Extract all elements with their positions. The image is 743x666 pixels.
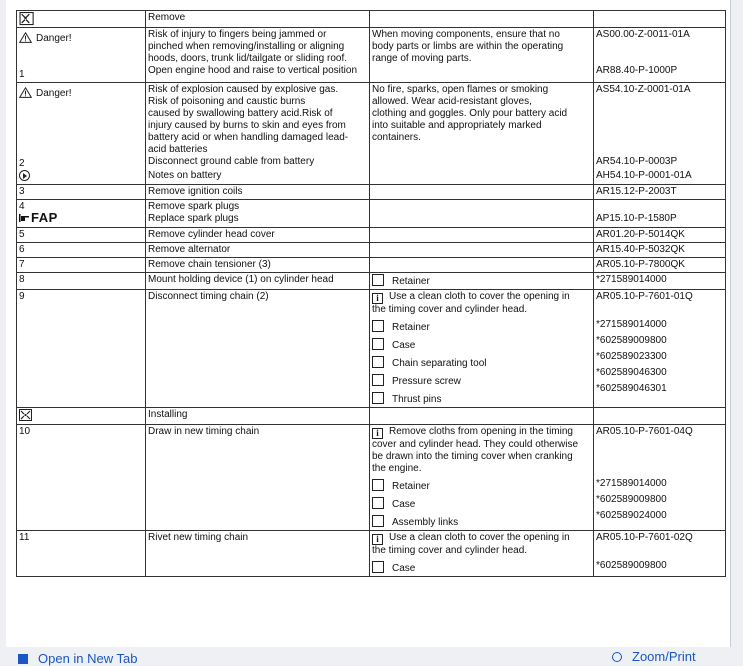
zoom-icon [612, 652, 622, 662]
section-label: Installing [146, 408, 370, 425]
tool-name: Thrust pins [392, 394, 442, 405]
tool-number: *602589009800 [596, 494, 667, 505]
step-text: Remove chain tensioner (3) [146, 258, 370, 273]
safety-text: range of moving parts. [372, 53, 472, 64]
table-row [17, 228, 726, 243]
tool-number: *271589014000 [594, 273, 726, 290]
tool-name: Retainer [392, 481, 430, 492]
doc-ref: AR15.40-P-5032QK [594, 243, 726, 258]
step-text: Remove cylinder head cover [146, 228, 370, 243]
step-number: 2 [19, 158, 25, 169]
tool-name: Retainer [392, 276, 430, 287]
risk-text: injury caused by burns to skin and eyes from [148, 120, 346, 131]
doc-ref: AR05.10-P-7601-02Q [596, 532, 693, 543]
new-tab-icon [18, 654, 28, 664]
table-row [17, 531, 726, 577]
info-text: the timing cover and cylinder head. [372, 545, 528, 556]
step-number: 1 [19, 69, 25, 80]
risk-text: battery acid or when handling damaged lead- [148, 132, 349, 143]
safety-text: clothing and goggles. Only pour battery acid [372, 108, 568, 119]
note-icon [19, 170, 30, 181]
step-number: 7 [17, 258, 146, 273]
special-tool-icon [372, 338, 384, 350]
info-text: the timing cover and cylinder head. [372, 304, 528, 315]
safety-text: No fire, sparks, open flames or smoking [372, 84, 549, 95]
info-icon: i [372, 534, 383, 545]
step-number: 8 [17, 273, 146, 290]
tool-name: Pressure screw [392, 376, 461, 387]
step-text: Remove ignition coils [146, 185, 370, 200]
step-number: 5 [17, 228, 146, 243]
doc-ref: AR05.10-P-7601-04Q [596, 426, 693, 437]
table-row [17, 185, 726, 200]
hand-pointer-icon [19, 213, 31, 223]
special-tool-icon [372, 497, 384, 509]
tool-number: *271589014000 [596, 478, 667, 489]
tool-name: Case [392, 563, 416, 574]
special-tool-icon [372, 392, 384, 404]
tool-number: *602589009800 [596, 335, 667, 346]
step-text: Remove alternator [146, 243, 370, 258]
doc-ref: AP15.10-P-1580P [596, 213, 677, 224]
risk-text: hoods, doors, trunk lid/tailgate or sliding roof. [148, 53, 347, 64]
tool-name: Case [392, 340, 416, 351]
tool-number: *602589023300 [596, 351, 667, 362]
step-number: 11 [17, 531, 146, 577]
doc-ref: AS54.10-Z-0001-01A [596, 84, 691, 95]
risk-text: Risk of injury to fingers being jammed or [148, 29, 327, 40]
document-page [6, 0, 731, 647]
step-text: Disconnect timing chain (2) [146, 290, 370, 408]
risk-text: Risk of explosion caused by explosive gas. [148, 84, 339, 95]
danger-label: Danger! [36, 33, 72, 44]
warning-icon [19, 87, 32, 98]
open-in-new-tab-label: Open in New Tab [38, 651, 138, 666]
table-row [17, 200, 726, 228]
table-row [17, 28, 726, 83]
special-tool-icon [372, 515, 384, 527]
tool-name: Case [392, 499, 416, 510]
special-tool-icon [372, 561, 384, 573]
doc-ref: AR88.40-P-1000P [596, 65, 678, 76]
table-row [17, 408, 726, 425]
step-number: 3 [17, 185, 146, 200]
table-row [17, 425, 726, 531]
zoom-print-link[interactable] [612, 649, 696, 664]
info-text: cover and cylinder head. They could otherwise [372, 439, 579, 450]
doc-ref: AR54.10-P-0003P [596, 156, 678, 167]
step-text: Draw in new timing chain [146, 425, 370, 531]
safety-text: body parts or limbs are within the operating [372, 41, 564, 52]
remove-icon [19, 12, 32, 24]
zoom-print-label: Zoom/Print [632, 649, 696, 664]
safety-text: When moving components, ensure that no [372, 29, 560, 40]
warning-icon [19, 32, 32, 43]
info-icon: i [372, 428, 383, 439]
safety-text: allowed. Wear acid-resistant gloves, [372, 96, 532, 107]
table-row [17, 243, 726, 258]
info-text: the engine. [372, 463, 422, 474]
doc-ref: AH54.10-P-0001-01A [596, 170, 692, 181]
step-text: Disconnect ground cable from battery [148, 156, 315, 167]
doc-ref: AR15.12-P-2003T [594, 185, 726, 200]
note-text: Notes on battery [148, 170, 222, 181]
tool-number: *602589046301 [596, 383, 667, 394]
table-row [17, 273, 726, 290]
step-text: Remove [148, 12, 186, 23]
table-row [17, 83, 726, 185]
special-tool-icon [372, 274, 384, 286]
step-text: Rivet new timing chain [146, 531, 370, 577]
install-icon [19, 409, 32, 421]
bottom-toolbar [0, 647, 743, 666]
info-text: be drawn into the timing cover when cranking [372, 451, 573, 462]
tool-name: Retainer [392, 322, 430, 333]
doc-ref: AS00.00-Z-0011-01A [596, 29, 690, 40]
safety-text: containers. [372, 132, 421, 143]
doc-ref: AR05.10-P-7601-01Q [596, 291, 693, 302]
risk-text: caused by swallowing battery acid.Risk of [148, 108, 333, 119]
tool-name: Chain separating tool [392, 358, 487, 369]
special-tool-icon [372, 320, 384, 332]
open-in-new-tab-link[interactable] [18, 651, 138, 666]
table-row [17, 11, 726, 28]
step-text: Mount holding device (1) on cylinder head [146, 273, 370, 290]
table-row [17, 258, 726, 273]
info-text: Remove cloths from opening in the timing [389, 426, 573, 437]
info-text: Use a clean cloth to cover the opening in [389, 291, 570, 302]
danger-label: Danger! [36, 88, 72, 99]
step-number: 10 [17, 425, 146, 531]
special-tool-icon [372, 479, 384, 491]
tool-number: *602589009800 [596, 560, 667, 571]
step-text: Open engine hood and raise to vertical position [148, 65, 358, 76]
info-text: Use a clean cloth to cover the opening in [389, 532, 570, 543]
tool-number: *602589046300 [596, 367, 667, 378]
procedure-table [16, 10, 726, 577]
step-number: 6 [17, 243, 146, 258]
doc-ref: AR01.20-P-5014QK [594, 228, 726, 243]
step-text: Replace spark plugs [148, 213, 239, 224]
risk-text: Risk of poisoning and caustic burns [148, 96, 306, 107]
doc-ref: AR05.10-P-7800QK [594, 258, 726, 273]
table-row [17, 290, 726, 408]
step-number: 4 [19, 201, 25, 212]
tool-number: *602589024000 [596, 510, 667, 521]
info-icon: i [372, 293, 383, 304]
risk-text: acid batteries [148, 144, 208, 155]
step-text: Remove spark plugs [148, 201, 240, 212]
fap-label: FAP [31, 210, 58, 225]
safety-text: into suitable and appropriately marked [372, 120, 542, 131]
special-tool-icon [372, 374, 384, 386]
tool-name: Assembly links [392, 517, 459, 528]
tool-number: *271589014000 [596, 319, 667, 330]
special-tool-icon [372, 356, 384, 368]
step-number: 9 [17, 290, 146, 408]
risk-text: pinched when removing/installing or aligning [148, 41, 345, 52]
